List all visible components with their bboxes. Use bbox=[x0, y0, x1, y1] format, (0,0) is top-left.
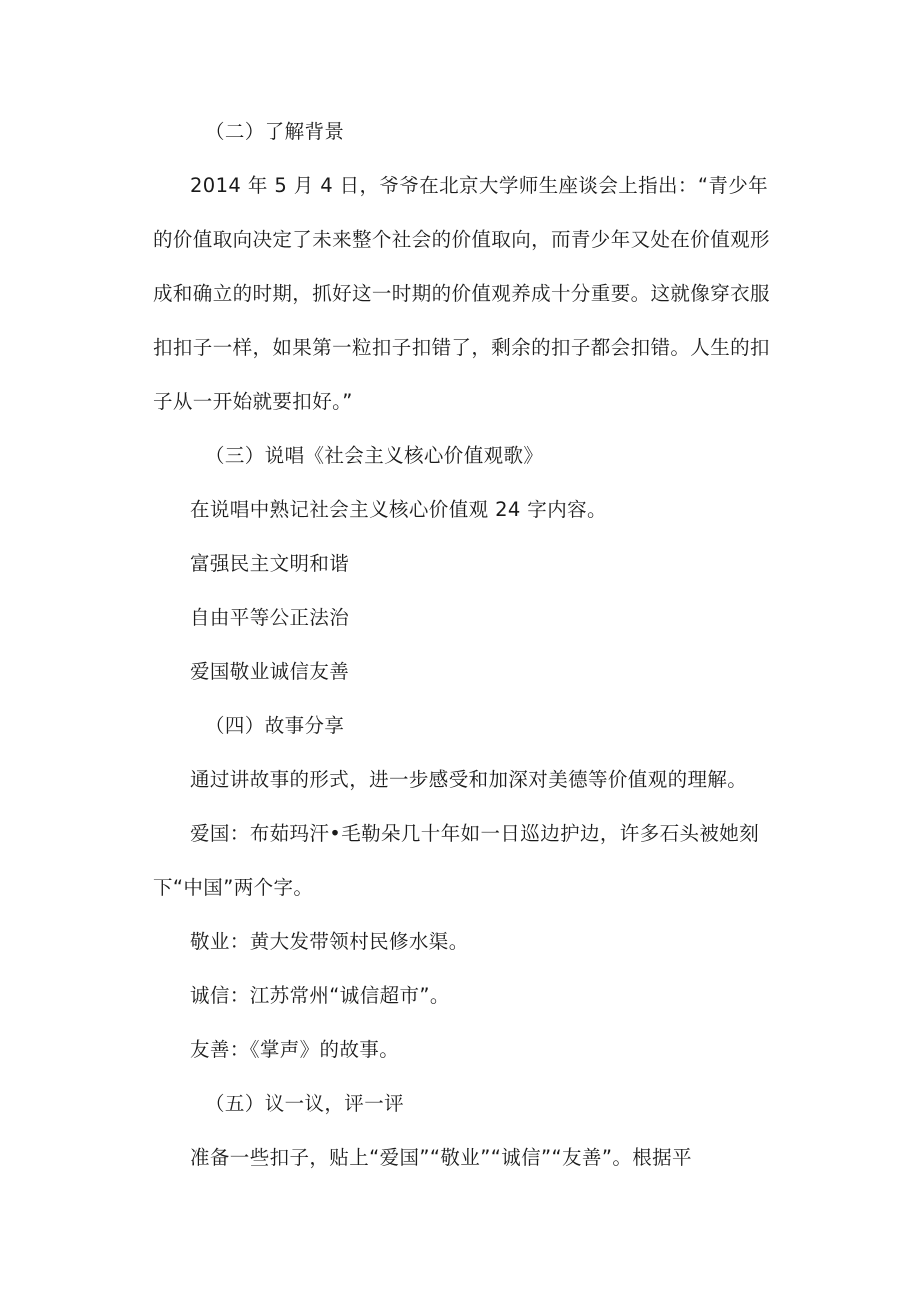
story-line: 下“中国”两个字。 bbox=[153, 876, 314, 899]
value-line: 自由平等公正法治 bbox=[190, 606, 350, 629]
story-line: 诚信：江苏常州“诚信超市”。 bbox=[190, 984, 450, 1007]
paragraph-line: 2014 年 5 月 4 日，爷爷在北京大学师生座谈会上指出：“青少年 bbox=[190, 174, 769, 197]
paragraph-line: 在说唱中熟记社会主义核心价值观 24 字内容。 bbox=[190, 498, 607, 521]
story-line: 敬业：黄大发带领村民修水渠。 bbox=[190, 930, 469, 953]
value-line: 爱国敬业诚信友善 bbox=[190, 660, 350, 683]
value-line: 富强民主文明和谐 bbox=[190, 552, 350, 575]
paragraph-line: 子从一开始就要扣好。” bbox=[153, 390, 353, 413]
paragraph-line: 准备一些扣子，贴上“爱国”“敬业”“诚信”“友善”。根据平 bbox=[190, 1146, 692, 1169]
paragraph-line: 通过讲故事的形式，进一步感受和加深对美德等价值观的理解。 bbox=[190, 768, 748, 791]
paragraph-line: 成和确立的时期，抓好这一时期的价值观养成十分重要。这就像穿衣服 bbox=[153, 282, 770, 305]
story-line: 友善：《掌声》的故事。 bbox=[190, 1038, 400, 1061]
story-line: 爱国：布茹玛汗•毛勒朵几十年如一日巡边护边，许多石头被她刻 bbox=[190, 822, 760, 845]
section-heading-discuss: （五）议一议，评一评 bbox=[205, 1092, 405, 1115]
paragraph-line: 的价值取向决定了未来整个社会的价值取向，而青少年又处在价值观形 bbox=[153, 228, 770, 251]
section-heading-song: （三）说唱《社会主义核心价值观歌》 bbox=[205, 444, 544, 467]
section-heading-stories: （四）故事分享 bbox=[205, 714, 345, 737]
paragraph-line: 扣扣子一样，如果第一粒扣子扣错了，剩余的扣子都会扣错。人生的扣 bbox=[153, 336, 770, 359]
section-heading-background: （二）了解背景 bbox=[205, 120, 345, 143]
